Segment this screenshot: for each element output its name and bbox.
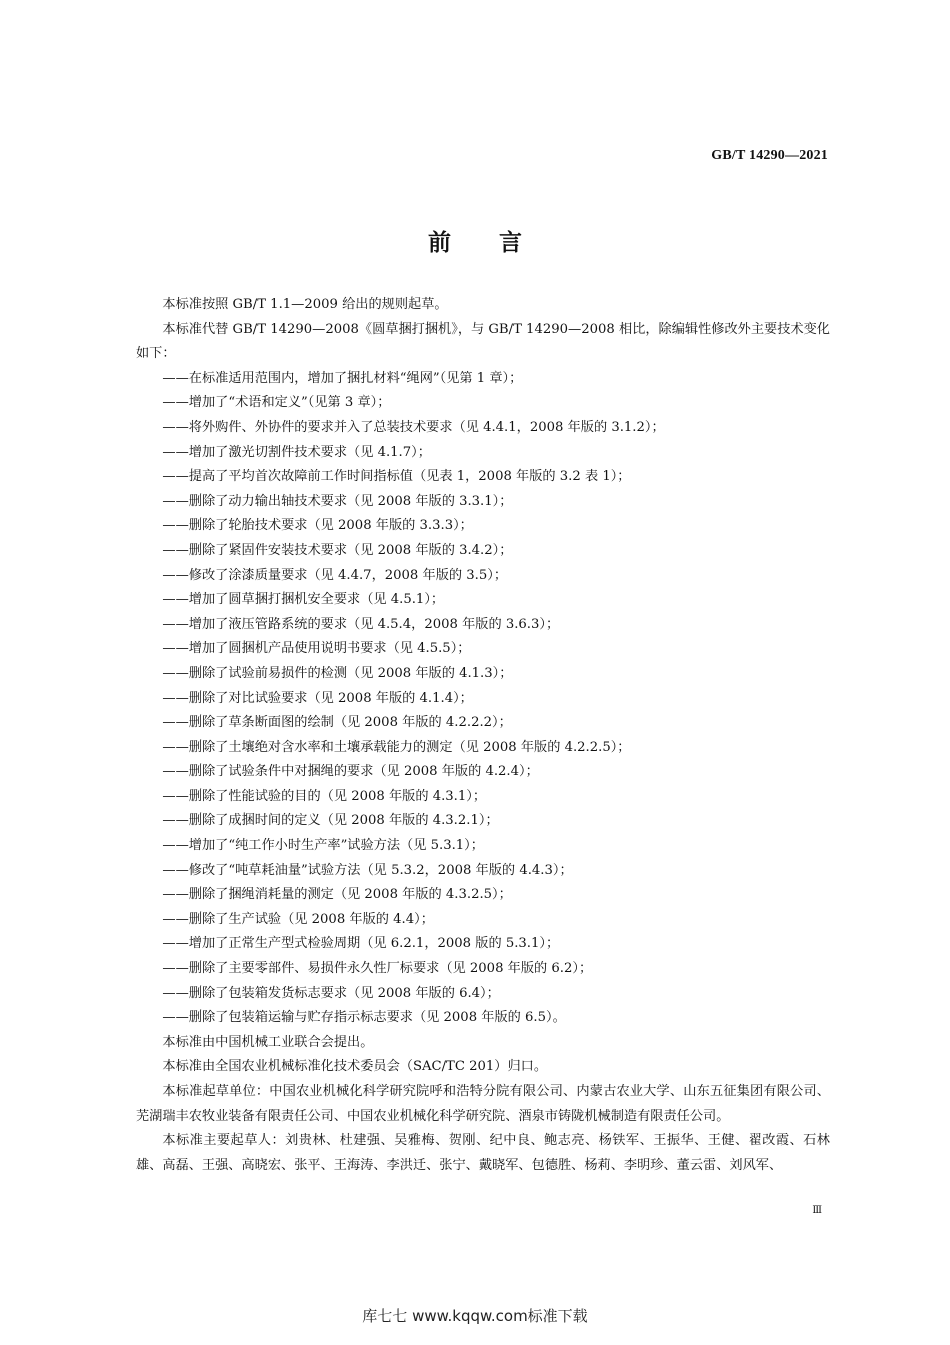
- list-item: ——删除了性能试验的目的（见 2008 年版的 4.3.1）；: [162, 788, 487, 804]
- list-item: ——增加了液压管路系统的要求（见 4.5.4，2008 年版的 3.6.3）；: [162, 616, 560, 632]
- paragraph-main-drafters: 本标准主要起草人：刘贵林、杜建强、吴雅梅、贺刚、纪中良、鲍志亮、杨铁军、王振华、王健、翟改霞、石林雄、高磊、王强、高晓宏、张平、王海涛、李洪迁、张宁、戴晓军、包德胜、杨莉、李明珍、董云雷、刘风军、: [136, 1133, 830, 1173]
- page-number: Ⅲ: [812, 1205, 822, 1216]
- list-item: ——增加了激光切割件技术要求（见 4.1.7）；: [162, 444, 431, 460]
- list-item: ——增加了“术语和定义”（见第 3 章）；: [162, 395, 391, 411]
- list-item: ——增加了正常生产型式检验周期（见 6.2.1，2008 版的 5.3.1）；: [162, 936, 560, 952]
- paragraph-replacement-note: 本标准代替 GB/T 14290—2008《圆草捆打捆机》，与 GB/T 14290—2008 相比，除编辑性修改外主要技术变化如下：: [136, 321, 830, 362]
- list-item: ——增加了圆捆机产品使用说明书要求（见 4.5.5）；: [162, 641, 471, 657]
- footer-watermark: 库七七 www.kqqw.com标准下载: [362, 1307, 588, 1325]
- list-item: ——删除了轮胎技术要求（见 2008 年版的 3.3.3）；: [162, 518, 473, 534]
- list-item: ——删除了生产试验（见 2008 年版的 4.4）；: [162, 911, 434, 927]
- list-item: ——增加了“纯工作小时生产率”试验方法（见 5.3.1）；: [162, 838, 484, 854]
- list-item: ——删除了主要零部件、易损件永久性厂标要求（见 2008 年版的 6.2）；: [162, 961, 593, 977]
- list-item: ——删除了紧固件安装技术要求（见 2008 年版的 3.4.2）；: [162, 542, 513, 558]
- list-item: ——删除了动力输出轴技术要求（见 2008 年版的 3.3.1）；: [162, 493, 513, 509]
- list-item: ——增加了圆草捆打捆机安全要求（见 4.5.1）；: [162, 592, 445, 608]
- list-item: ——删除了对比试验要求（见 2008 年版的 4.1.4）；: [162, 690, 473, 706]
- list-item: ——删除了成捆时间的定义（见 2008 年版的 4.3.2.1）；: [162, 813, 499, 829]
- document-body: [136, 293, 830, 1178]
- list-item: ——在标准适用范围内，增加了捆扎材料“绳网”（见第 1 章）；: [162, 370, 523, 386]
- list-item: ——删除了草条断面图的绘制（见 2008 年版的 4.2.2.2）；: [162, 715, 512, 731]
- list-item: ——修改了“吨草耗油量”试验方法（见 5.3.2，2008 年版的 4.4.3）；: [162, 862, 573, 878]
- standard-code: GB/T 14290—2021: [711, 148, 828, 163]
- list-item: ——提高了平均首次故障前工作时间指标值（见表 1，2008 年版的 3.2 表 1）；: [162, 469, 631, 485]
- list-item: ——修改了涂漆质量要求（见 4.4.7，2008 年版的 3.5）；: [162, 567, 508, 583]
- list-item: ——删除了包装箱发货标志要求（见 2008 年版的 6.4）；: [162, 985, 500, 1001]
- paragraph-proposed-by: 本标准由中国机械工业联合会提出。: [162, 1034, 374, 1050]
- list-item: ——删除了捆绳消耗量的测定（见 2008 年版的 4.3.2.5）；: [162, 887, 512, 903]
- list-item: ——删除了土壤绝对含水率和土壤承载能力的测定（见 2008 年版的 4.2.2.5）；: [162, 739, 631, 755]
- paragraph-drafting-units: 本标准起草单位：中国农业机械化科学研究院呼和浩特分院有限公司、内蒙古农业大学、山东五征集团有限公司、芜湖瑞丰农牧业装备有限责任公司、中国农业机械化科学研究院、酒泉市铸陇机械制造有限责任公司。: [136, 1084, 830, 1124]
- list-item: ——删除了包装箱运输与贮存指示标志要求（见 2008 年版的 6.5）。: [162, 1010, 566, 1026]
- list-item: ——将外购件、外协件的要求并入了总装技术要求（见 4.4.1，2008 年版的 3.1.2）；: [162, 419, 665, 435]
- list-item: ——删除了试验条件中对捆绳的要求（见 2008 年版的 4.2.4）；: [162, 764, 539, 780]
- paragraph-centralized-by: 本标准由全国农业机械标准化技术委员会（SAC/TC 201）归口。: [162, 1059, 548, 1075]
- page-title: 前言: [428, 230, 570, 256]
- list-item: ——删除了试验前易损件的检测（见 2008 年版的 4.1.3）；: [162, 665, 513, 681]
- changes-list: [136, 367, 830, 1031]
- paragraph-drafting-rules: 本标准按照 GB/T 1.1—2009 给出的规则起草。: [162, 297, 448, 312]
